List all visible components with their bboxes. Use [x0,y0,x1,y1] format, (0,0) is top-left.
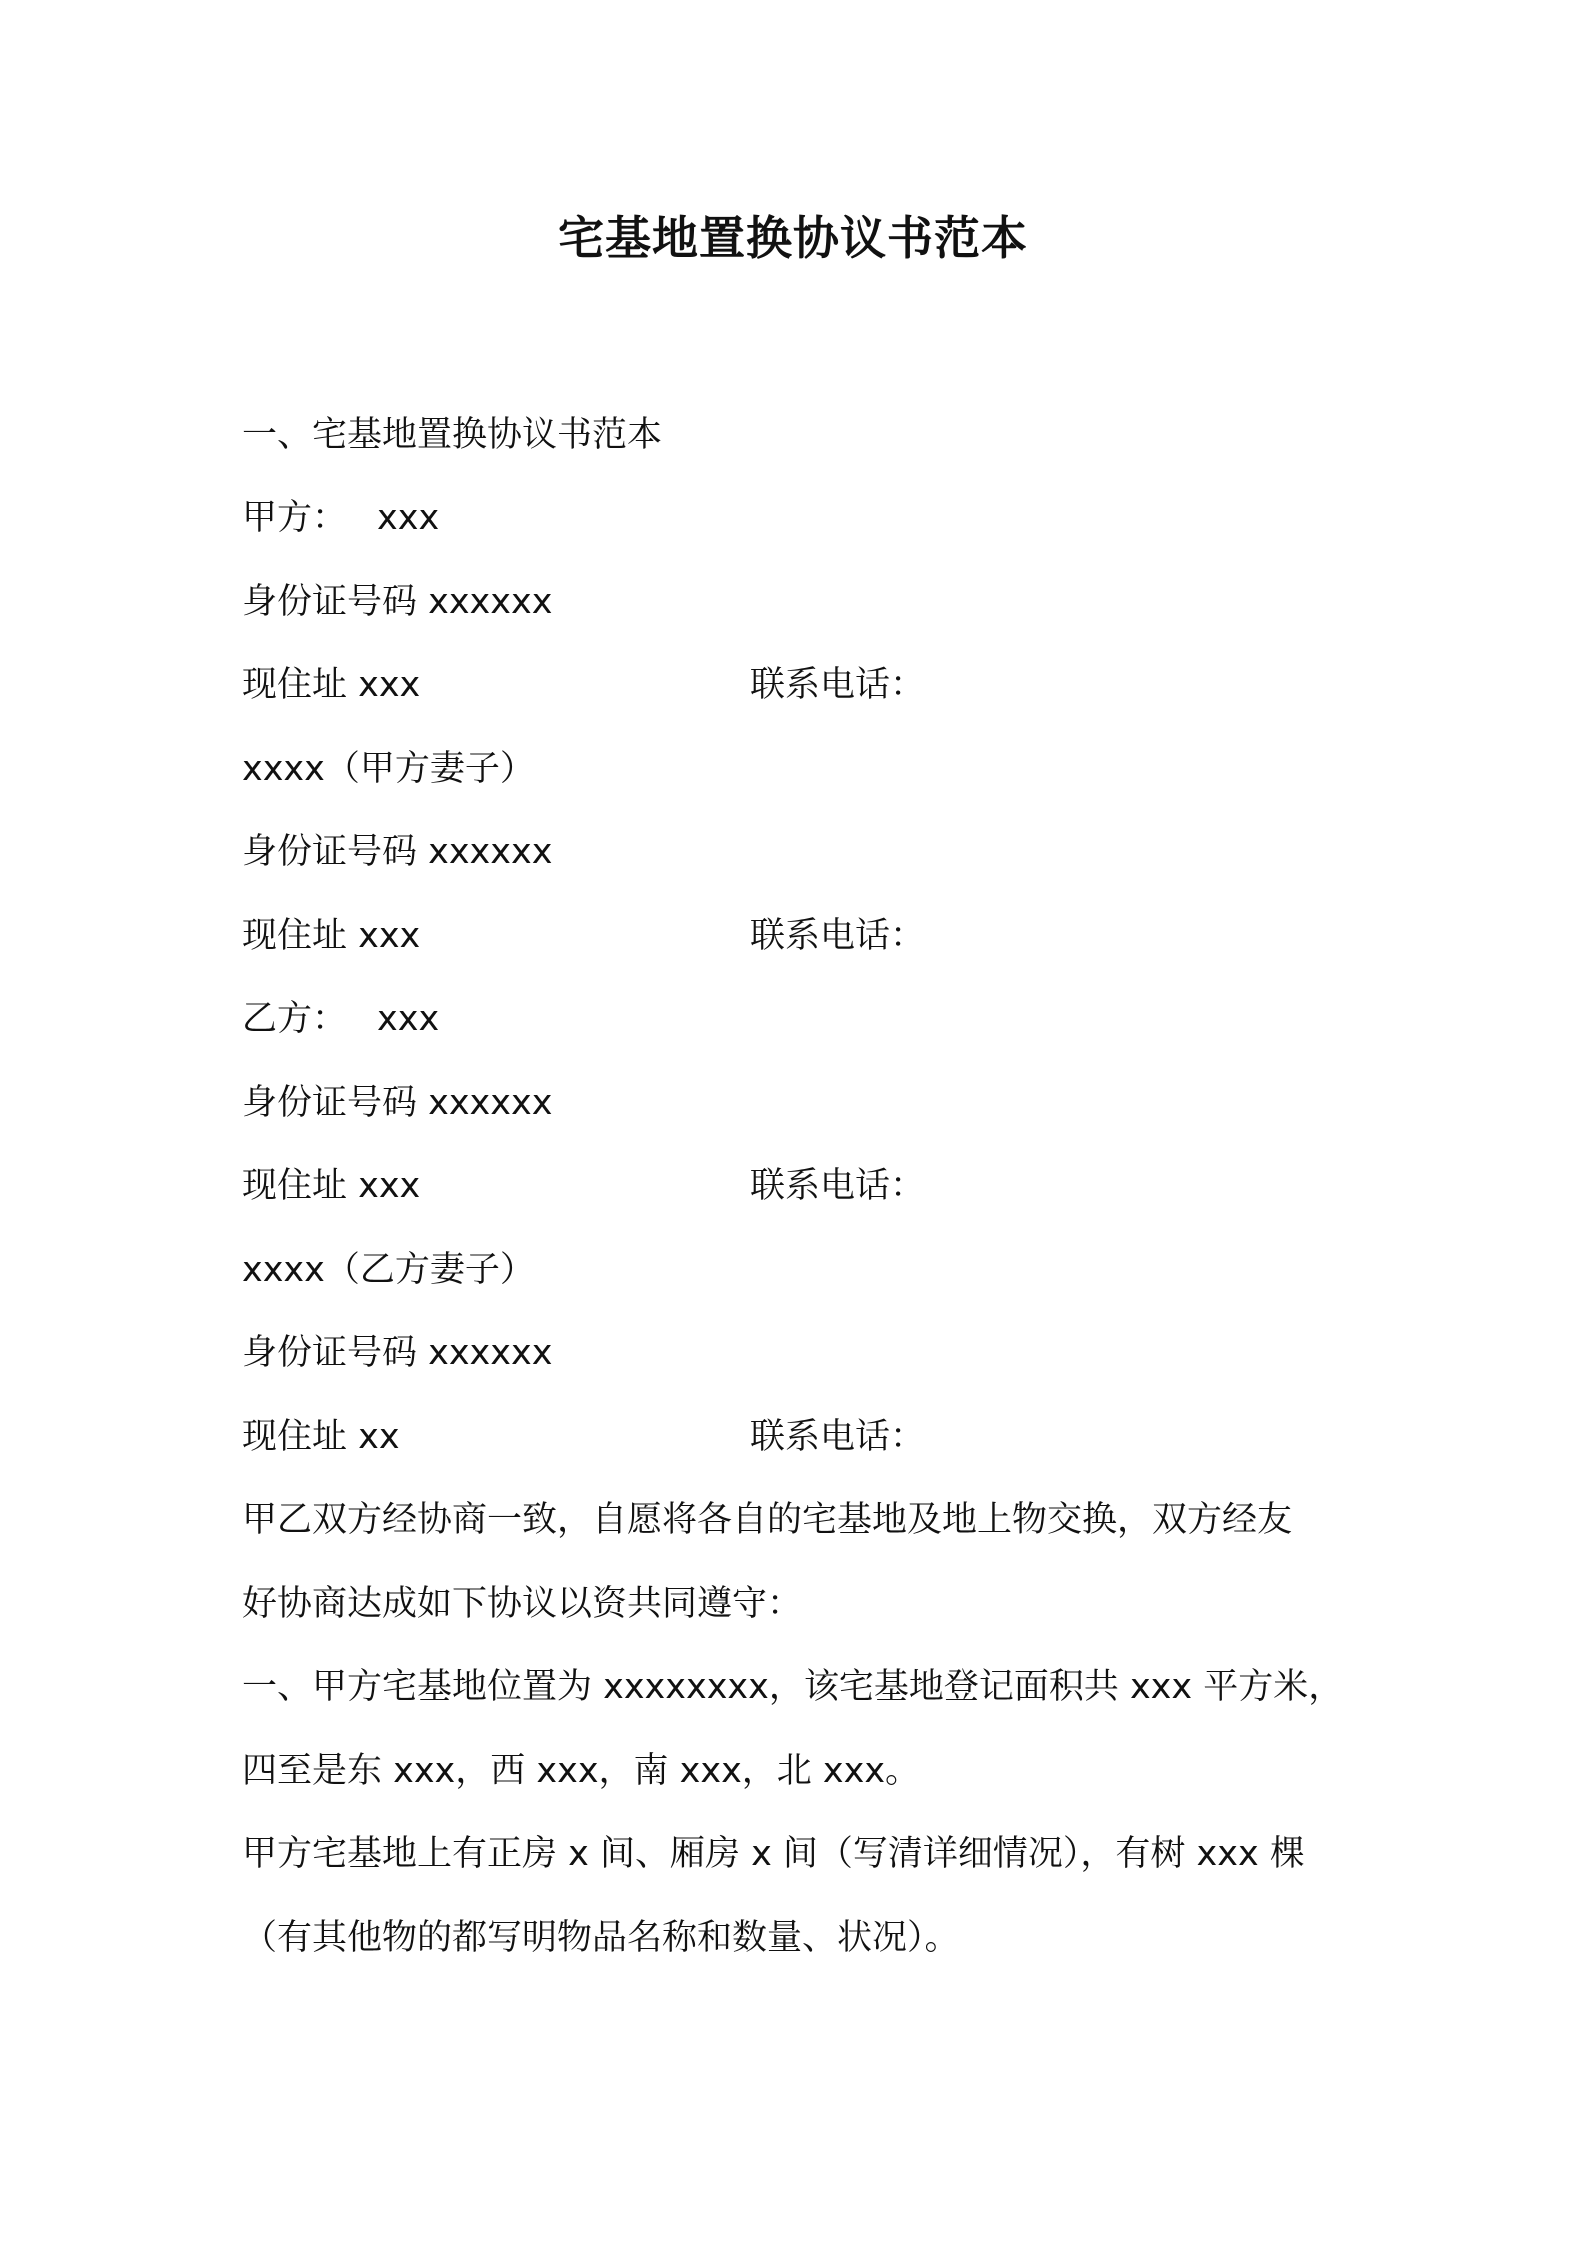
clause-1-line-4: （有其他物的都写明物品名称和数量、状况）。 [242,1918,960,1958]
party-b-spouse-address: 现住址 xx [242,1417,400,1457]
clause-1-line-1: 一、甲方宅基地位置为 xxxxxxxx，该宅基地登记面积共 xxx 平方米， [242,1667,1344,1707]
party-a-spouse-name: xxxx（甲方妻子） [242,749,535,789]
party-b-spouse-id: 身份证号码 xxxxxx [242,1333,553,1373]
intro-line-1: 甲乙双方经协商一致，自愿将各自的宅基地及地上物交换，双方经友 [242,1500,1293,1540]
party-a-phone-label: 联系电话： [750,665,926,705]
party-b-id: 身份证号码 xxxxxx [242,1083,553,1123]
party-a-spouse-address: 现住址 xxx [242,916,421,956]
party-a-spouse-id: 身份证号码 xxxxxx [242,832,553,872]
document-title: 宅基地置换协议书范本 [558,211,1028,265]
party-a-line [242,493,439,543]
party-b-phone-label: 联系电话： [750,1166,926,1206]
party-b-spouse-phone-label: 联系电话： [750,1417,926,1457]
clause-1-line-2: 四至是东 xxx，西 xxx，南 xxx，北 xxx。 [242,1751,921,1791]
party-a-name: xxx [377,498,440,538]
party-b-spouse-name: xxxx（乙方妻子） [242,1250,535,1290]
section-heading: 一、宅基地置换协议书范本 [242,415,663,455]
party-a-label: 甲方： [242,498,348,538]
intro-line-2: 好协商达成如下协议以资共同遵守： [242,1584,803,1624]
party-a-id: 身份证号码 xxxxxx [242,582,553,622]
party-a-address: 现住址 xxx [242,665,421,705]
party-a-spouse-phone-label: 联系电话： [750,916,926,956]
party-b-line [242,994,439,1044]
party-b-address: 现住址 xxx [242,1166,421,1206]
party-b-label: 乙方： [242,999,348,1039]
party-b-name: xxx [377,999,440,1039]
clause-1-line-3: 甲方宅基地上有正房 x 间、厢房 x 间（写清详细情况），有树 xxx 棵 [242,1834,1305,1874]
